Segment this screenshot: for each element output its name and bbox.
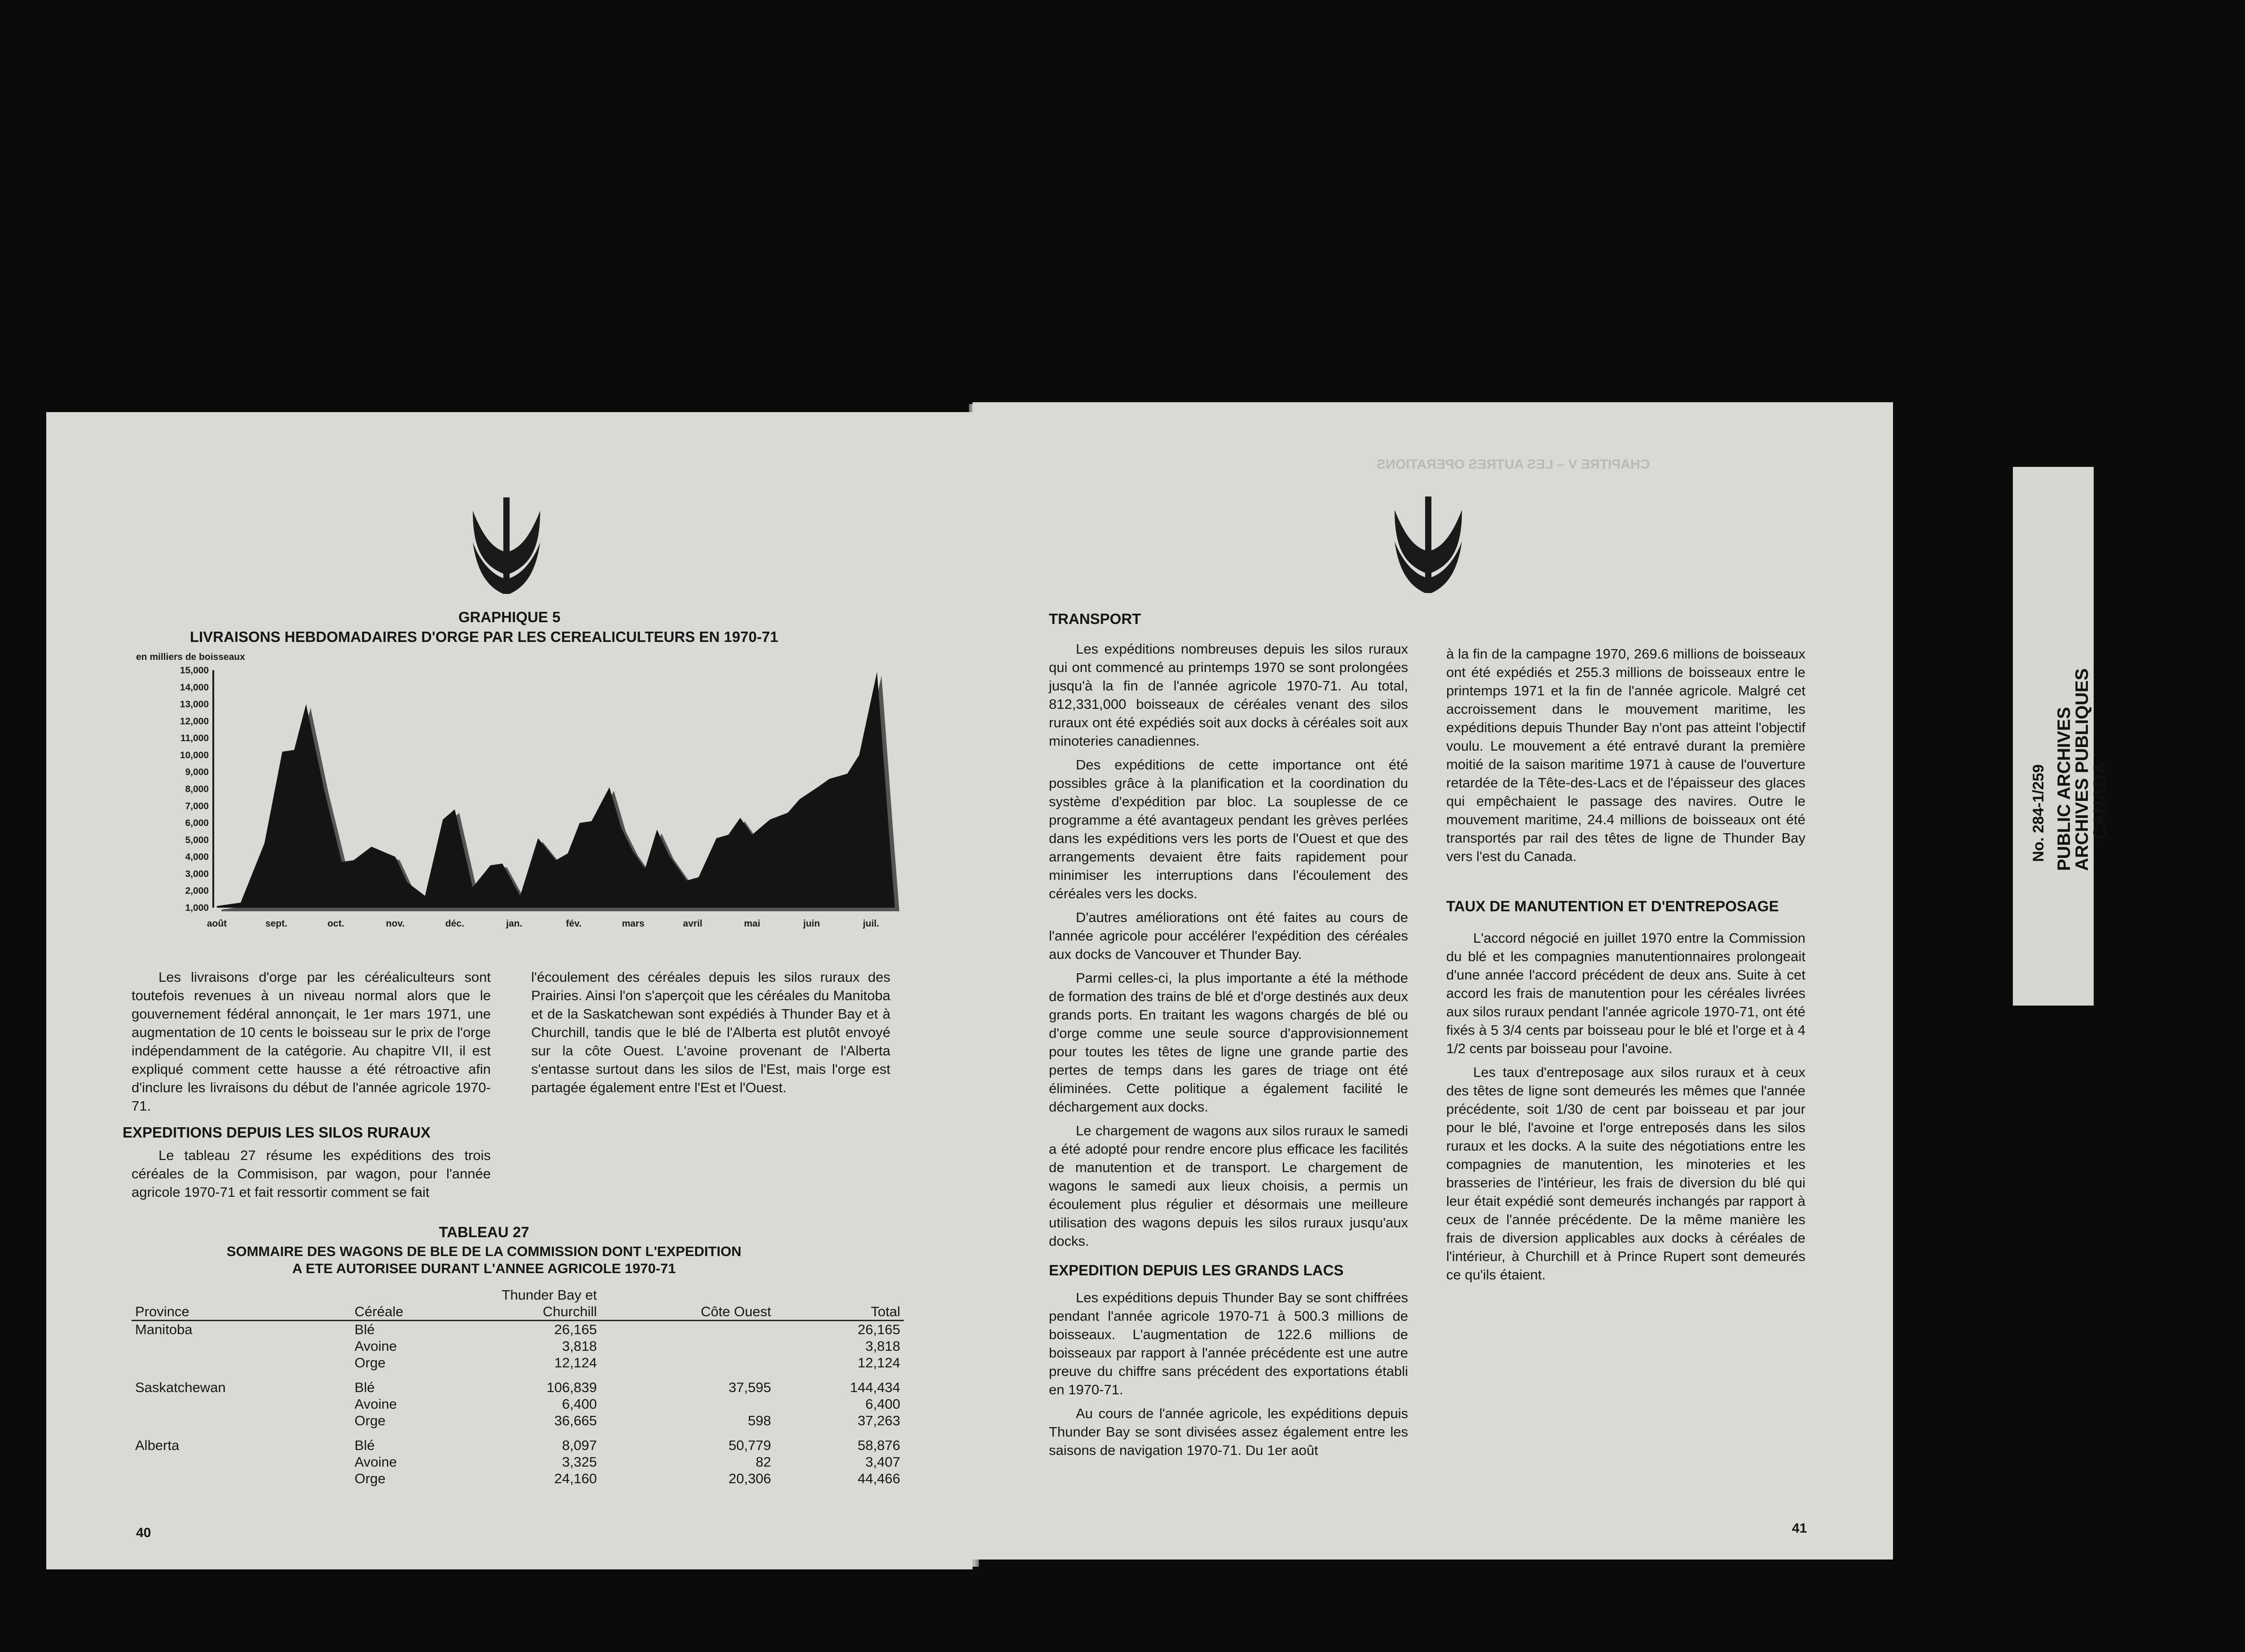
archive-label-line-2: ARCHIVES PUBLIQUES [2072, 668, 2092, 871]
right-column-1 [1049, 610, 1408, 1465]
table-row [132, 1375, 904, 1396]
table-cell [600, 1321, 775, 1338]
paragraph: Des expéditions de cette importance ont été possibles grâce à la planification et la coordination du système d'expédition par bloc. La souplesse de ce programme a été avantageux pendant les grèves perlées dans les expéditions vers les ports de l'Ouest et que des arrangements devaient être faits rapidement pour minimiser les interruptions dans l'écoulement des céréales vers les docks. [1049, 757, 1408, 901]
table-row [132, 1354, 904, 1375]
table-cell: 20,306 [728, 1471, 771, 1486]
table-cell [600, 1396, 775, 1412]
y-tick-label: 14,000 [180, 682, 209, 693]
table-cell [132, 1470, 351, 1487]
page-number: 41 [1792, 1521, 1807, 1536]
page-number: 40 [136, 1525, 151, 1540]
table-cell: 37,263 [858, 1413, 900, 1428]
table-cell: Saskatchewan [135, 1380, 226, 1395]
table-cell: 6,400 [865, 1396, 900, 1412]
table-row [132, 1412, 904, 1433]
paragraph: Parmi celles-ci, la plus importante a été la méthode de formation des trains de blé et d'orge destinés aux deux grands ports. En traitant les wagons chargés de blé ou d'orge comme une seule source d'approvisionnement pour toutes les têtes de ligne une grande partie des pertes de temps dans les gares de triage ont été éliminées. Cette politique a également facilité le déchargement aux docks. [1049, 970, 1408, 1115]
table-cell [132, 1454, 351, 1470]
barley-deliveries-chart [46, 650, 944, 937]
wheat-logo-icon [468, 497, 545, 596]
table-cell: 144,434 [850, 1380, 900, 1395]
section-heading-transport: TRANSPORT [1049, 611, 1141, 627]
table-header-cell: Province [132, 1287, 351, 1321]
archive-label-line-1: PUBLIC ARCHIVES [2054, 707, 2074, 871]
y-tick-label: 7,000 [185, 801, 209, 812]
x-tick-label: juin [803, 918, 820, 929]
chart-title: LIVRAISONS HEBDOMADAIRES D'ORGE PAR LES CEREALICULTEURS EN 1970-71 [189, 628, 779, 645]
table-cell [132, 1396, 351, 1412]
table-cell [132, 1338, 351, 1354]
table-cell: Blé [354, 1322, 375, 1337]
table-row [132, 1470, 904, 1487]
x-tick-label: juil. [863, 918, 880, 929]
y-tick-label: 4,000 [185, 852, 209, 862]
wagon-summary-table [132, 1287, 904, 1487]
y-tick-label: 1,000 [185, 903, 209, 913]
y-tick-label: 9,000 [185, 767, 209, 778]
table-cell: 12,124 [554, 1355, 597, 1371]
table-cell: Blé [354, 1380, 375, 1395]
table-cell: Orge [354, 1413, 386, 1428]
paragraph: Les livraisons d'orge par les céréaliculteurs sont toutefois revenues à un niveau normal alors que le gouvernement fédéral annonçait, le 1er mars 1971, une augmentation de 10 cents le boisseau sur le prix de l'orge indépendamment de la catégorie. Au chapitre VII, il est expliqué comment cette hausse a été rétroactive afin d'inclure les livraisons du début de l'année agricole 1970-71. [132, 969, 491, 1114]
left-column-1 [123, 968, 491, 1207]
table-cell: Blé [354, 1437, 375, 1453]
y-tick-label: 8,000 [185, 784, 209, 795]
x-tick-label: mai [744, 918, 761, 929]
table-row [132, 1454, 904, 1470]
x-tick-label: fév. [566, 918, 582, 929]
table-row [132, 1338, 904, 1354]
y-tick-label: 11,000 [180, 733, 209, 744]
paragraph: à la fin de la campagne 1970, 269.6 millions de boisseaux ont été expédiés et 255.3 millions de boisseaux entre le printemps 1971 et la fin de l'année agricole. Malgré cet accroissement dans le mouvement maritime, les expéditions depuis Thunder Bay n'ont pas atteint l'objectif voulu. Le mouvement a été entravé durant la première moitié de la saison maritime 1971 à cause de l'ouverture retardée de la Tête-des-Lacs et de l'épaisseur des glaces qui empêchaient le passage des navires. Outre le mouvement maritime, 24.4 millions de boisseaux ont été transportés par rail des têtes de ligne de Thunder Bay vers l'est du Canada. [1446, 646, 1805, 864]
left-column-2 [531, 968, 890, 1102]
table-cell: 106,839 [546, 1380, 597, 1395]
table-title-line-2: A ETE AUTORISEE DURANT L'ANNEE AGRICOLE 1970-71 [292, 1261, 676, 1276]
x-tick-label: jan. [506, 918, 523, 929]
paragraph: L'accord négocié en juillet 1970 entre la Commission du blé et les compagnies manutentionnaires prolongeait d'une année l'accord précédent de deux ans. Suite à cet accord les frais de manutention pour les céréales livrées aux silos ruraux pendant l'année agricole 1970-71, ont été fixés à 5 3/4 cents par boisseau pour le blé et l'orge et à 4 1/2 cents par boisseau pour l'avoine. [1446, 930, 1805, 1056]
x-tick-label: oct. [327, 918, 344, 929]
y-tick-label: 13,000 [180, 699, 209, 710]
table-cell: Avoine [354, 1338, 397, 1354]
wheat-logo-icon [1390, 496, 1466, 595]
paragraph: Le tableau 27 résume les expéditions des trois céréales de la Commisison, par wagon, pour l'année agricole 1970-71 et fait ressortir comment se fait [132, 1147, 491, 1200]
table-cell: 44,466 [858, 1471, 900, 1486]
table-label: TABLEAU 27 [439, 1224, 529, 1240]
paragraph: Le chargement de wagons aux silos ruraux le samedi a été adopté pour rendre encore plus efficace les facilités de manutention et de transport. Le chargement de wagons le samedi aux lieux choisis, a permis un écoulement plus régulier et désormais une meilleure utilisation des wagons depuis les silos ruraux jusqu'aux docks. [1049, 1123, 1408, 1249]
table-cell: 26,165 [554, 1322, 597, 1337]
table-row [132, 1433, 904, 1454]
table-cell: 26,165 [858, 1322, 900, 1337]
table-cell [132, 1412, 351, 1433]
section-heading-great-lakes: EXPEDITION DEPUIS LES GRANDS LACS [1049, 1262, 1344, 1279]
archive-label-card [2013, 467, 2110, 1006]
archive-label-line-3: CANADA [2090, 761, 2110, 839]
table-cell: 37,595 [728, 1380, 771, 1395]
weekly-deliveries-area [217, 672, 895, 908]
table-cell [600, 1338, 775, 1354]
y-tick-label: 6,000 [185, 818, 209, 829]
table-header-cell: Céréale [351, 1287, 477, 1321]
chart-unit-label: en milliers de boisseaux [136, 652, 245, 662]
paragraph: Les expéditions nombreuses depuis les silos ruraux qui ont commencé au printemps 1970 se sont prolongées jusqu'à la fin de l'année agricole 1970-71. Au total, 812,331,000 boisseaux de céréales venant des silos ruraux ont été expédiés soit aux docks à céréales soit aux minoteries canadiennes. [1049, 641, 1408, 749]
x-tick-label: nov. [386, 918, 405, 929]
table-cell: 8,097 [562, 1437, 597, 1453]
y-tick-label: 10,000 [180, 750, 209, 760]
section-heading: EXPEDITIONS DEPUIS LES SILOS RURAUX [123, 1124, 431, 1141]
table-cell: 50,779 [728, 1437, 771, 1453]
table-cell: 3,818 [562, 1338, 597, 1354]
table-cell: Orge [354, 1355, 386, 1371]
table-cell: 3,407 [865, 1454, 900, 1470]
table-cell: Alberta [135, 1437, 180, 1453]
x-tick-label: mars [622, 918, 645, 929]
x-tick-label: avril [683, 918, 703, 929]
paragraph: Les taux d'entreposage aux silos ruraux et à ceux des têtes de ligne sont demeurés les mêmes que l'année précédente, soit 1/30 de cent par boisseau et par jour pour le blé, l'avoine et l'orge entreposés dans les silos ruraux et les docks. A la suite des négotiations entre les compagnies de manutention, les minoteries et les brasseries de l'intérieur, les frais de diversion du blé qui leur était expédié sont demeurés inchangés par rapport à ceux de l'année précédente. De la même manière les frais de diversion applicables aux docks à céréales de l'intérieur, à Churchill et à Prince Rupert sont demeurés ce qu'ils étaient. [1446, 1064, 1805, 1283]
table-cell: 24,160 [554, 1471, 597, 1486]
table-header-row [132, 1287, 904, 1321]
table-cell: 3,325 [562, 1454, 597, 1470]
table-header-cell: Thunder Bay et Churchill [476, 1287, 600, 1321]
table-cell [132, 1354, 351, 1375]
y-tick-label: 15,000 [180, 665, 209, 676]
section-heading-storage: TAUX DE MANUTENTION ET D'ENTREPOSAGE [1446, 898, 1779, 914]
table-cell: Avoine [354, 1454, 397, 1470]
table-cell: 58,876 [858, 1437, 900, 1453]
right-page [973, 402, 1893, 1560]
table-cell: Manitoba [135, 1322, 193, 1337]
y-tick-label: 5,000 [185, 835, 209, 845]
table-cell: 6,400 [562, 1396, 597, 1412]
table-cell: 12,124 [858, 1355, 900, 1371]
table-header-cell: Côte Ouest [600, 1287, 775, 1321]
y-tick-label: 2,000 [185, 886, 209, 896]
figure-label: GRAPHIQUE 5 [458, 609, 561, 625]
table-cell: 36,665 [554, 1413, 597, 1428]
left-page [46, 412, 973, 1569]
x-tick-label: déc. [445, 918, 464, 929]
paragraph: l'écoulement des céréales depuis les silos ruraux des Prairies. Ainsi l'on s'aperçoit que les céréales du Manitoba et de la Saskatchewan sont expédiés à Thunder Bay et à Churchill, tandis que le blé de l'Alberta est plutôt envoyé sur la côte Ouest. L'avoine provenant de l'Alberta s'entasse surtout dans les silos de l'Est, mais l'orge est partagée également entre l'Est et l'Ouest. [531, 969, 890, 1095]
right-column-2 [1446, 645, 1805, 1289]
table-row [132, 1321, 904, 1338]
paragraph: Les expéditions depuis Thunder Bay se sont chiffrées pendant l'année agricole 1970-71 à 500.3 millions de boisseaux. L'augmentation de 122.6 millions de boisseaux par rapport à l'année précédente est une autre preuve du chiffre sans précédent des exportations établi en 1970-71. [1049, 1290, 1408, 1397]
table-title-line-1: SOMMAIRE DES WAGONS DE BLE DE LA COMMISSION DONT L'EXPEDITION [226, 1243, 742, 1259]
bleed-through-running-head: CHAPITRE V – LES AUTRES OPERATIONS [1377, 457, 1650, 472]
table-cell: Avoine [354, 1396, 397, 1412]
table-cell: 3,818 [865, 1338, 900, 1354]
table-cell: Orge [354, 1471, 386, 1486]
paragraph: D'autres améliorations ont été faites au cours de l'année agricole pour accélérer l'expédition des céréales aux docks de Vancouver et Thunder Bay. [1049, 909, 1408, 962]
table-cell: 82 [755, 1454, 771, 1470]
table-header-cell: Total [775, 1287, 904, 1321]
archive-reference: No. 284-1/259 [2030, 764, 2047, 862]
table-row [132, 1396, 904, 1412]
table-cell [600, 1354, 775, 1375]
x-tick-label: sept. [265, 918, 287, 929]
y-tick-label: 3,000 [185, 869, 209, 879]
paragraph: Au cours de l'année agricole, les expéditions depuis Thunder Bay se sont divisées assez également entre les saisons de navigation 1970-71. Du 1er août [1049, 1406, 1408, 1458]
y-tick-label: 12,000 [180, 716, 209, 727]
x-tick-label: août [207, 918, 227, 929]
table-cell: 598 [748, 1413, 771, 1428]
